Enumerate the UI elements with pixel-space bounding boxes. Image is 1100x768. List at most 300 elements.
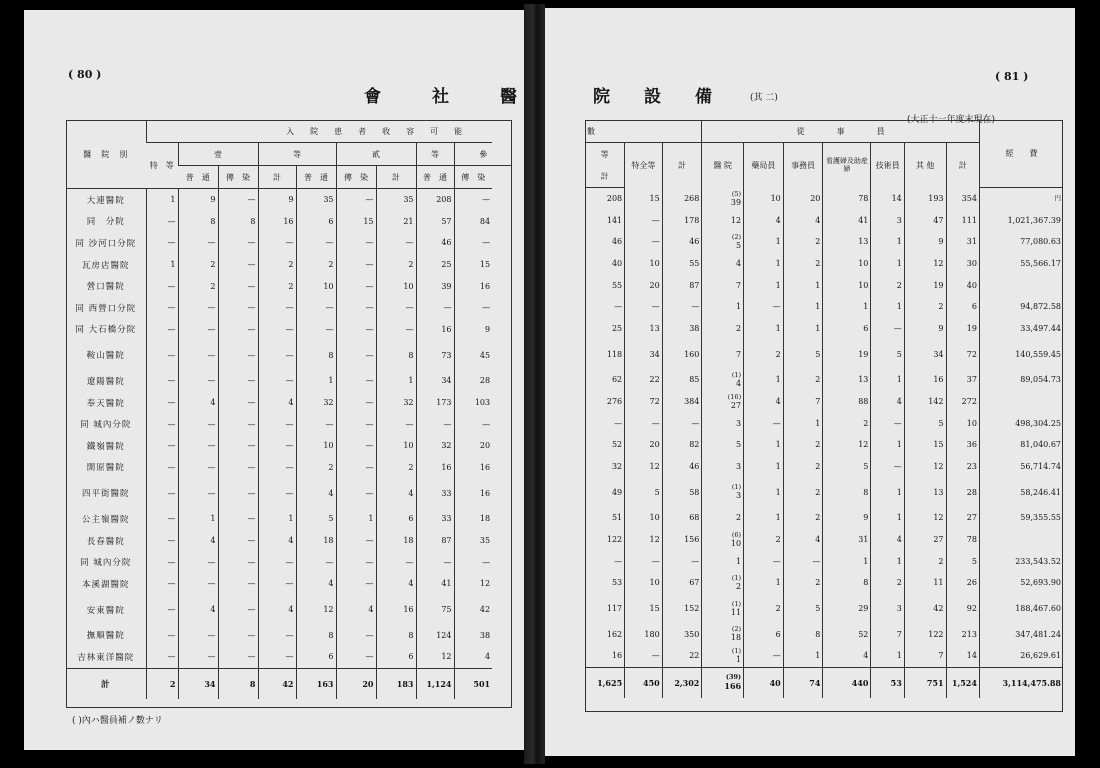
left-header-row-1 bbox=[66, 120, 512, 143]
cell-value: 4 bbox=[744, 391, 784, 413]
total-row bbox=[66, 668, 512, 699]
total-value: 183 bbox=[376, 668, 416, 699]
sub-ordinary: 普 通 bbox=[296, 166, 336, 189]
total-value: 8 bbox=[218, 668, 258, 699]
header-class-2b: 等 bbox=[416, 143, 454, 166]
cell-value: — bbox=[146, 625, 178, 647]
cost-value bbox=[979, 529, 1063, 551]
cell-value: 10 bbox=[376, 435, 416, 457]
cell-value: 1 bbox=[178, 508, 218, 530]
cell-value: 16 bbox=[258, 211, 296, 233]
cell-value: (6) 10 bbox=[702, 529, 744, 551]
cell-value: 16 bbox=[416, 457, 454, 479]
table-row bbox=[585, 529, 1063, 551]
cell-value: 12 bbox=[625, 456, 663, 478]
cell-value: — bbox=[336, 435, 376, 457]
cell-value: — bbox=[218, 530, 258, 552]
cell-value: 10 bbox=[625, 253, 663, 275]
cell-value: — bbox=[218, 625, 258, 647]
cell-value: — bbox=[178, 370, 218, 392]
table-row bbox=[585, 253, 1063, 275]
cell-value: (2) 18 bbox=[702, 624, 744, 646]
cell-value: 27 bbox=[904, 529, 946, 551]
cell-value: — bbox=[258, 646, 296, 668]
cell-value: 14 bbox=[946, 645, 979, 667]
cell-value: 1 bbox=[783, 412, 823, 434]
sub-total: 計 bbox=[376, 166, 416, 189]
cell-value: 12 bbox=[296, 595, 336, 625]
cell-value: 2 bbox=[744, 529, 784, 551]
cell-value: — bbox=[258, 319, 296, 341]
cell-value: — bbox=[146, 646, 178, 668]
table-row bbox=[585, 210, 1063, 232]
cell-value: 193 bbox=[904, 188, 946, 210]
hospital-name: 大連醫院 bbox=[86, 195, 125, 206]
cell-value: — bbox=[146, 319, 178, 341]
cell-value: 3 bbox=[871, 210, 904, 232]
cell-value: 4 bbox=[258, 530, 296, 552]
cell-value: 118 bbox=[606, 349, 623, 359]
cell-value: 4 bbox=[296, 573, 336, 595]
cell-value: 28 bbox=[454, 370, 492, 392]
cell-value: 58 bbox=[662, 477, 702, 507]
cell-value: 1 bbox=[744, 274, 784, 296]
title-suffix: (其 二) bbox=[750, 93, 778, 103]
cell-value: 7 bbox=[702, 339, 744, 369]
cell-value: 2 bbox=[783, 231, 823, 253]
cell-value: 6 bbox=[376, 508, 416, 530]
cell-value: 72 bbox=[625, 391, 663, 413]
cell-value: 1 bbox=[871, 434, 904, 456]
page-title-right: 院 設 備 bbox=[593, 87, 712, 107]
cell-value: 6 bbox=[946, 296, 979, 318]
col-special-class: 特 等 bbox=[146, 143, 178, 189]
cell-value: 213 bbox=[946, 624, 979, 646]
cell-value: 1 bbox=[871, 231, 904, 253]
cell-value: 4 bbox=[178, 392, 218, 414]
col-clerk: 事務員 bbox=[783, 143, 823, 188]
cell-value: 141 bbox=[606, 215, 623, 225]
cell-value: 62 bbox=[611, 375, 623, 385]
cost-value: 59,355.55 bbox=[979, 507, 1063, 529]
cell-value: 7 bbox=[783, 391, 823, 413]
cell-value: 5 bbox=[823, 456, 871, 478]
book-gutter bbox=[524, 4, 545, 764]
cell-value: — bbox=[376, 551, 416, 573]
total-row bbox=[585, 667, 1063, 698]
cell-value: 9 bbox=[904, 231, 946, 253]
cell-value: 46 bbox=[416, 232, 454, 254]
total-value: 501 bbox=[454, 668, 492, 699]
cell-value: 2 bbox=[258, 254, 296, 276]
table-row bbox=[585, 507, 1063, 529]
cell-value: 8 bbox=[376, 625, 416, 647]
cell-value: (16) 27 bbox=[702, 391, 744, 413]
cell-value: — bbox=[146, 297, 178, 319]
cell-value: 10 bbox=[296, 275, 336, 297]
table-row bbox=[585, 412, 1063, 434]
cell-value: 15 bbox=[625, 594, 663, 624]
cell-value: 4 bbox=[296, 478, 336, 508]
cell-value: 20 bbox=[625, 434, 663, 456]
cell-value: 1 bbox=[744, 507, 784, 529]
table-row bbox=[585, 550, 1063, 572]
cell-value: 103 bbox=[454, 392, 492, 414]
header-staff: 從 事 員 bbox=[702, 120, 980, 143]
hospital-name: 本溪湖醫院 bbox=[81, 579, 130, 590]
cell-value: 276 bbox=[606, 397, 623, 407]
cell-value: 9 bbox=[178, 189, 218, 211]
cell-value: — bbox=[662, 412, 702, 434]
cell-value: 1 bbox=[871, 369, 904, 391]
cell-value: — bbox=[218, 435, 258, 457]
cost-value: 58,246.41 bbox=[979, 477, 1063, 507]
cell-value: 40 bbox=[611, 259, 623, 269]
cell-value: — bbox=[146, 530, 178, 552]
cell-value: 75 bbox=[416, 595, 454, 625]
cell-value: 84 bbox=[454, 211, 492, 233]
cell-value: 1 bbox=[744, 253, 784, 275]
cell-value: — bbox=[218, 413, 258, 435]
cell-value: — bbox=[336, 413, 376, 435]
cell-value: — bbox=[336, 297, 376, 319]
cell-value: 15 bbox=[336, 211, 376, 233]
cell-value: 268 bbox=[662, 188, 702, 210]
col-doctor: 醫 院 bbox=[702, 143, 744, 188]
col-class-total: 計 bbox=[585, 165, 625, 188]
sub-infectious: 傳 染 bbox=[454, 166, 492, 189]
cell-value: — bbox=[258, 551, 296, 573]
cost-value: 77,080.63 bbox=[979, 231, 1063, 253]
total-value: 74 bbox=[783, 667, 823, 698]
cell-value: 1 bbox=[871, 253, 904, 275]
cell-value: 30 bbox=[946, 253, 979, 275]
cell-value: 4 bbox=[702, 253, 744, 275]
cell-value: — bbox=[454, 297, 492, 319]
cell-value: 92 bbox=[946, 594, 979, 624]
header-class-3: 參 bbox=[454, 143, 512, 166]
header-class-1: 壹 bbox=[178, 143, 258, 166]
cell-value: 2 bbox=[783, 369, 823, 391]
cell-value: 1 bbox=[146, 254, 178, 276]
sub-infectious: 傳 染 bbox=[336, 166, 376, 189]
cell-value: 3 bbox=[702, 456, 744, 478]
cell-value: 2 bbox=[702, 318, 744, 340]
table-row bbox=[66, 646, 512, 668]
total-value: 1,625 bbox=[585, 667, 625, 698]
header-count: 數 bbox=[585, 120, 702, 143]
cell-value: — bbox=[296, 232, 336, 254]
cell-value: — bbox=[146, 340, 178, 370]
cell-value: 2 bbox=[783, 434, 823, 456]
cell-value: 18 bbox=[454, 508, 492, 530]
cell-value: 5 bbox=[296, 508, 336, 530]
cell-value: — bbox=[178, 319, 218, 341]
cell-value: 1 bbox=[871, 296, 904, 318]
cell-value: — bbox=[336, 370, 376, 392]
hospital-name: 同 分院 bbox=[86, 217, 125, 228]
cell-value: — bbox=[625, 645, 663, 667]
hospital-name: 同 西營口分院 bbox=[75, 303, 137, 314]
cell-value: — bbox=[218, 232, 258, 254]
table-row bbox=[585, 318, 1063, 340]
hospital-name: 同 城內分院 bbox=[80, 420, 132, 431]
table-row bbox=[585, 572, 1063, 594]
cell-value: — bbox=[336, 551, 376, 573]
cost-value: 188,467.60 bbox=[979, 594, 1063, 624]
cost-value bbox=[979, 391, 1063, 413]
cell-value: 20 bbox=[454, 435, 492, 457]
cell-value: — bbox=[178, 232, 218, 254]
cell-value: 208 bbox=[416, 189, 454, 211]
cell-value: 38 bbox=[454, 625, 492, 647]
cell-value: — bbox=[783, 550, 823, 572]
cell-value: 12 bbox=[454, 573, 492, 595]
cost-value bbox=[979, 274, 1063, 296]
cell-value: 2 bbox=[871, 572, 904, 594]
hospital-name: 鐵嶺醫院 bbox=[86, 441, 125, 452]
cell-value: 3 bbox=[871, 594, 904, 624]
cell-value: 87 bbox=[662, 274, 702, 296]
total-value: 20 bbox=[336, 668, 376, 699]
cost-value: 140,559.45 bbox=[979, 339, 1063, 369]
cell-value: 354 bbox=[946, 188, 979, 210]
cell-value: 6 bbox=[296, 211, 336, 233]
cell-value: 9 bbox=[258, 189, 296, 211]
cell-value: 7 bbox=[702, 274, 744, 296]
cell-value: — bbox=[416, 551, 454, 573]
cell-value: — bbox=[178, 435, 218, 457]
cell-value: 4 bbox=[783, 529, 823, 551]
cell-value: 10 bbox=[823, 274, 871, 296]
table-row bbox=[66, 254, 512, 276]
table-row bbox=[66, 457, 512, 479]
cell-value: — bbox=[662, 550, 702, 572]
table-row bbox=[585, 391, 1063, 413]
cell-value: — bbox=[336, 340, 376, 370]
total-value: 1,124 bbox=[416, 668, 454, 699]
cell-value: — bbox=[218, 595, 258, 625]
cell-value: (1) 1 bbox=[702, 645, 744, 667]
total-value: 40 bbox=[744, 667, 784, 698]
cell-value: 10 bbox=[946, 412, 979, 434]
cell-value: 16 bbox=[376, 595, 416, 625]
cell-value: 19 bbox=[823, 339, 871, 369]
cell-value: 10 bbox=[296, 435, 336, 457]
cell-value: 12 bbox=[625, 529, 663, 551]
cell-value: 8 bbox=[783, 624, 823, 646]
cell-value: 73 bbox=[416, 340, 454, 370]
total-value: 2,302 bbox=[662, 667, 702, 698]
table-row bbox=[66, 319, 512, 341]
cost-value: 56,714.74 bbox=[979, 456, 1063, 478]
hospital-name: 開原醫院 bbox=[86, 463, 125, 474]
hospital-name: 長春醫院 bbox=[86, 536, 125, 547]
page-number-right: ( 81 ) bbox=[995, 70, 1029, 83]
cell-value: — bbox=[218, 478, 258, 508]
hospital-capacity-table bbox=[66, 120, 512, 699]
cell-value: 78 bbox=[823, 188, 871, 210]
table-row bbox=[66, 595, 512, 625]
cell-value: 1 bbox=[783, 645, 823, 667]
cell-value: — bbox=[376, 319, 416, 341]
cell-value: 1 bbox=[296, 370, 336, 392]
cell-value: (1) 4 bbox=[702, 369, 744, 391]
cell-value: — bbox=[454, 413, 492, 435]
cell-value: — bbox=[218, 297, 258, 319]
cell-value: — bbox=[218, 370, 258, 392]
cost-value: 347,481.24 bbox=[979, 624, 1063, 646]
right-header-row-1 bbox=[585, 120, 1063, 143]
cell-value: 14 bbox=[871, 188, 904, 210]
col-class: 等 bbox=[600, 149, 609, 159]
cell-value: — bbox=[625, 412, 663, 434]
cell-value: 55 bbox=[611, 280, 623, 290]
cell-value: 5 bbox=[783, 339, 823, 369]
cell-value: — bbox=[146, 595, 178, 625]
cell-value: 1 bbox=[744, 572, 784, 594]
hospital-staff-cost-table bbox=[585, 120, 1063, 698]
cell-value: — bbox=[871, 412, 904, 434]
cell-value: 1 bbox=[146, 189, 178, 211]
cell-value: — bbox=[454, 551, 492, 573]
cell-value: — bbox=[336, 646, 376, 668]
cell-value: 35 bbox=[454, 530, 492, 552]
cell-value: 88 bbox=[823, 391, 871, 413]
cell-value: 2 bbox=[783, 477, 823, 507]
cell-value: 68 bbox=[662, 507, 702, 529]
cell-value: — bbox=[146, 232, 178, 254]
cell-value: — bbox=[744, 645, 784, 667]
cell-value: 2 bbox=[744, 339, 784, 369]
cell-value: 13 bbox=[625, 318, 663, 340]
cell-value: — bbox=[258, 232, 296, 254]
cell-value: 45 bbox=[454, 340, 492, 370]
cell-value: — bbox=[258, 297, 296, 319]
hospital-name: 遼陽醫院 bbox=[86, 376, 125, 387]
sub-total: 計 bbox=[258, 166, 296, 189]
cell-value: 13 bbox=[823, 369, 871, 391]
cell-value: — bbox=[218, 275, 258, 297]
sub-ordinary: 普 通 bbox=[416, 166, 454, 189]
cell-value: 2 bbox=[904, 296, 946, 318]
cost-value: 26,629.61 bbox=[979, 645, 1063, 667]
hospital-name: 營口醫院 bbox=[86, 282, 125, 293]
cell-value: — bbox=[296, 319, 336, 341]
cell-value: 111 bbox=[946, 210, 979, 232]
cell-value: 2 bbox=[871, 274, 904, 296]
cell-value: 49 bbox=[611, 487, 623, 497]
cell-value: — bbox=[336, 457, 376, 479]
cell-value: 2 bbox=[296, 457, 336, 479]
cell-value: 6 bbox=[744, 624, 784, 646]
cell-value: — bbox=[218, 254, 258, 276]
cell-value: 4 bbox=[783, 210, 823, 232]
cell-value: — bbox=[625, 231, 663, 253]
cost-unit: 円 bbox=[1054, 194, 1061, 203]
cell-value: 16 bbox=[904, 369, 946, 391]
cell-value: 35 bbox=[296, 189, 336, 211]
table-row bbox=[585, 434, 1063, 456]
table-row bbox=[66, 551, 512, 573]
cell-value: — bbox=[744, 412, 784, 434]
table-row bbox=[66, 625, 512, 647]
cell-value: — bbox=[258, 625, 296, 647]
cell-value: — bbox=[376, 232, 416, 254]
cell-value: 4 bbox=[178, 595, 218, 625]
total-value: (39) 166 bbox=[702, 667, 744, 698]
total-label: 計 bbox=[66, 668, 146, 699]
cell-value: 27 bbox=[946, 507, 979, 529]
cell-value: — bbox=[178, 478, 218, 508]
hospital-name: 奉天醫院 bbox=[86, 398, 125, 409]
cell-value: 4 bbox=[258, 595, 296, 625]
cell-value: — bbox=[336, 573, 376, 595]
cell-value: 10 bbox=[625, 572, 663, 594]
date-note: (大正十一年度末現在) bbox=[907, 115, 996, 125]
cell-value: 15 bbox=[454, 254, 492, 276]
total-value: 440 bbox=[823, 667, 871, 698]
cell-value: 20 bbox=[625, 274, 663, 296]
cell-value: 162 bbox=[606, 629, 623, 639]
cell-value: — bbox=[871, 456, 904, 478]
hospital-name: 撫順醫院 bbox=[86, 631, 125, 642]
cell-value: 5 bbox=[871, 339, 904, 369]
total-value: 163 bbox=[296, 668, 336, 699]
cell-value: — bbox=[178, 297, 218, 319]
cell-value: — bbox=[258, 435, 296, 457]
cell-value: — bbox=[146, 508, 178, 530]
cell-value: 8 bbox=[823, 572, 871, 594]
table-row bbox=[585, 477, 1063, 507]
cell-value: 22 bbox=[625, 369, 663, 391]
cell-value: 9 bbox=[823, 507, 871, 529]
cell-value: 4 bbox=[871, 391, 904, 413]
cell-value: — bbox=[146, 392, 178, 414]
cell-value: — bbox=[614, 418, 623, 428]
hospital-name: 同 城內分院 bbox=[80, 558, 132, 569]
cell-value: — bbox=[146, 413, 178, 435]
cell-value: 20 bbox=[783, 188, 823, 210]
cell-value: — bbox=[178, 551, 218, 573]
hospital-name: 鞍山醫院 bbox=[86, 351, 125, 362]
cell-value: 72 bbox=[946, 339, 979, 369]
table-row bbox=[66, 232, 512, 254]
cell-value: 173 bbox=[416, 392, 454, 414]
cell-value: — bbox=[146, 435, 178, 457]
cell-value: 1 bbox=[783, 274, 823, 296]
cell-value: 21 bbox=[376, 211, 416, 233]
cell-value: 8 bbox=[178, 211, 218, 233]
cell-value: 1 bbox=[871, 507, 904, 529]
cell-value: — bbox=[218, 508, 258, 530]
cell-value: 124 bbox=[416, 625, 454, 647]
cell-value: — bbox=[258, 413, 296, 435]
cell-value: 87 bbox=[416, 530, 454, 552]
table-row bbox=[66, 530, 512, 552]
cost-value: 52,693.90 bbox=[979, 572, 1063, 594]
cell-value: 160 bbox=[662, 339, 702, 369]
cell-value: 10 bbox=[376, 275, 416, 297]
table-row bbox=[66, 340, 512, 370]
hospital-name: 瓦房店醫院 bbox=[81, 260, 130, 271]
cell-value: 8 bbox=[376, 340, 416, 370]
cell-value: 1 bbox=[744, 318, 784, 340]
cell-value: — bbox=[218, 319, 258, 341]
cell-value: 46 bbox=[662, 456, 702, 478]
cell-value: 25 bbox=[611, 323, 623, 333]
cell-value: 39 bbox=[416, 275, 454, 297]
